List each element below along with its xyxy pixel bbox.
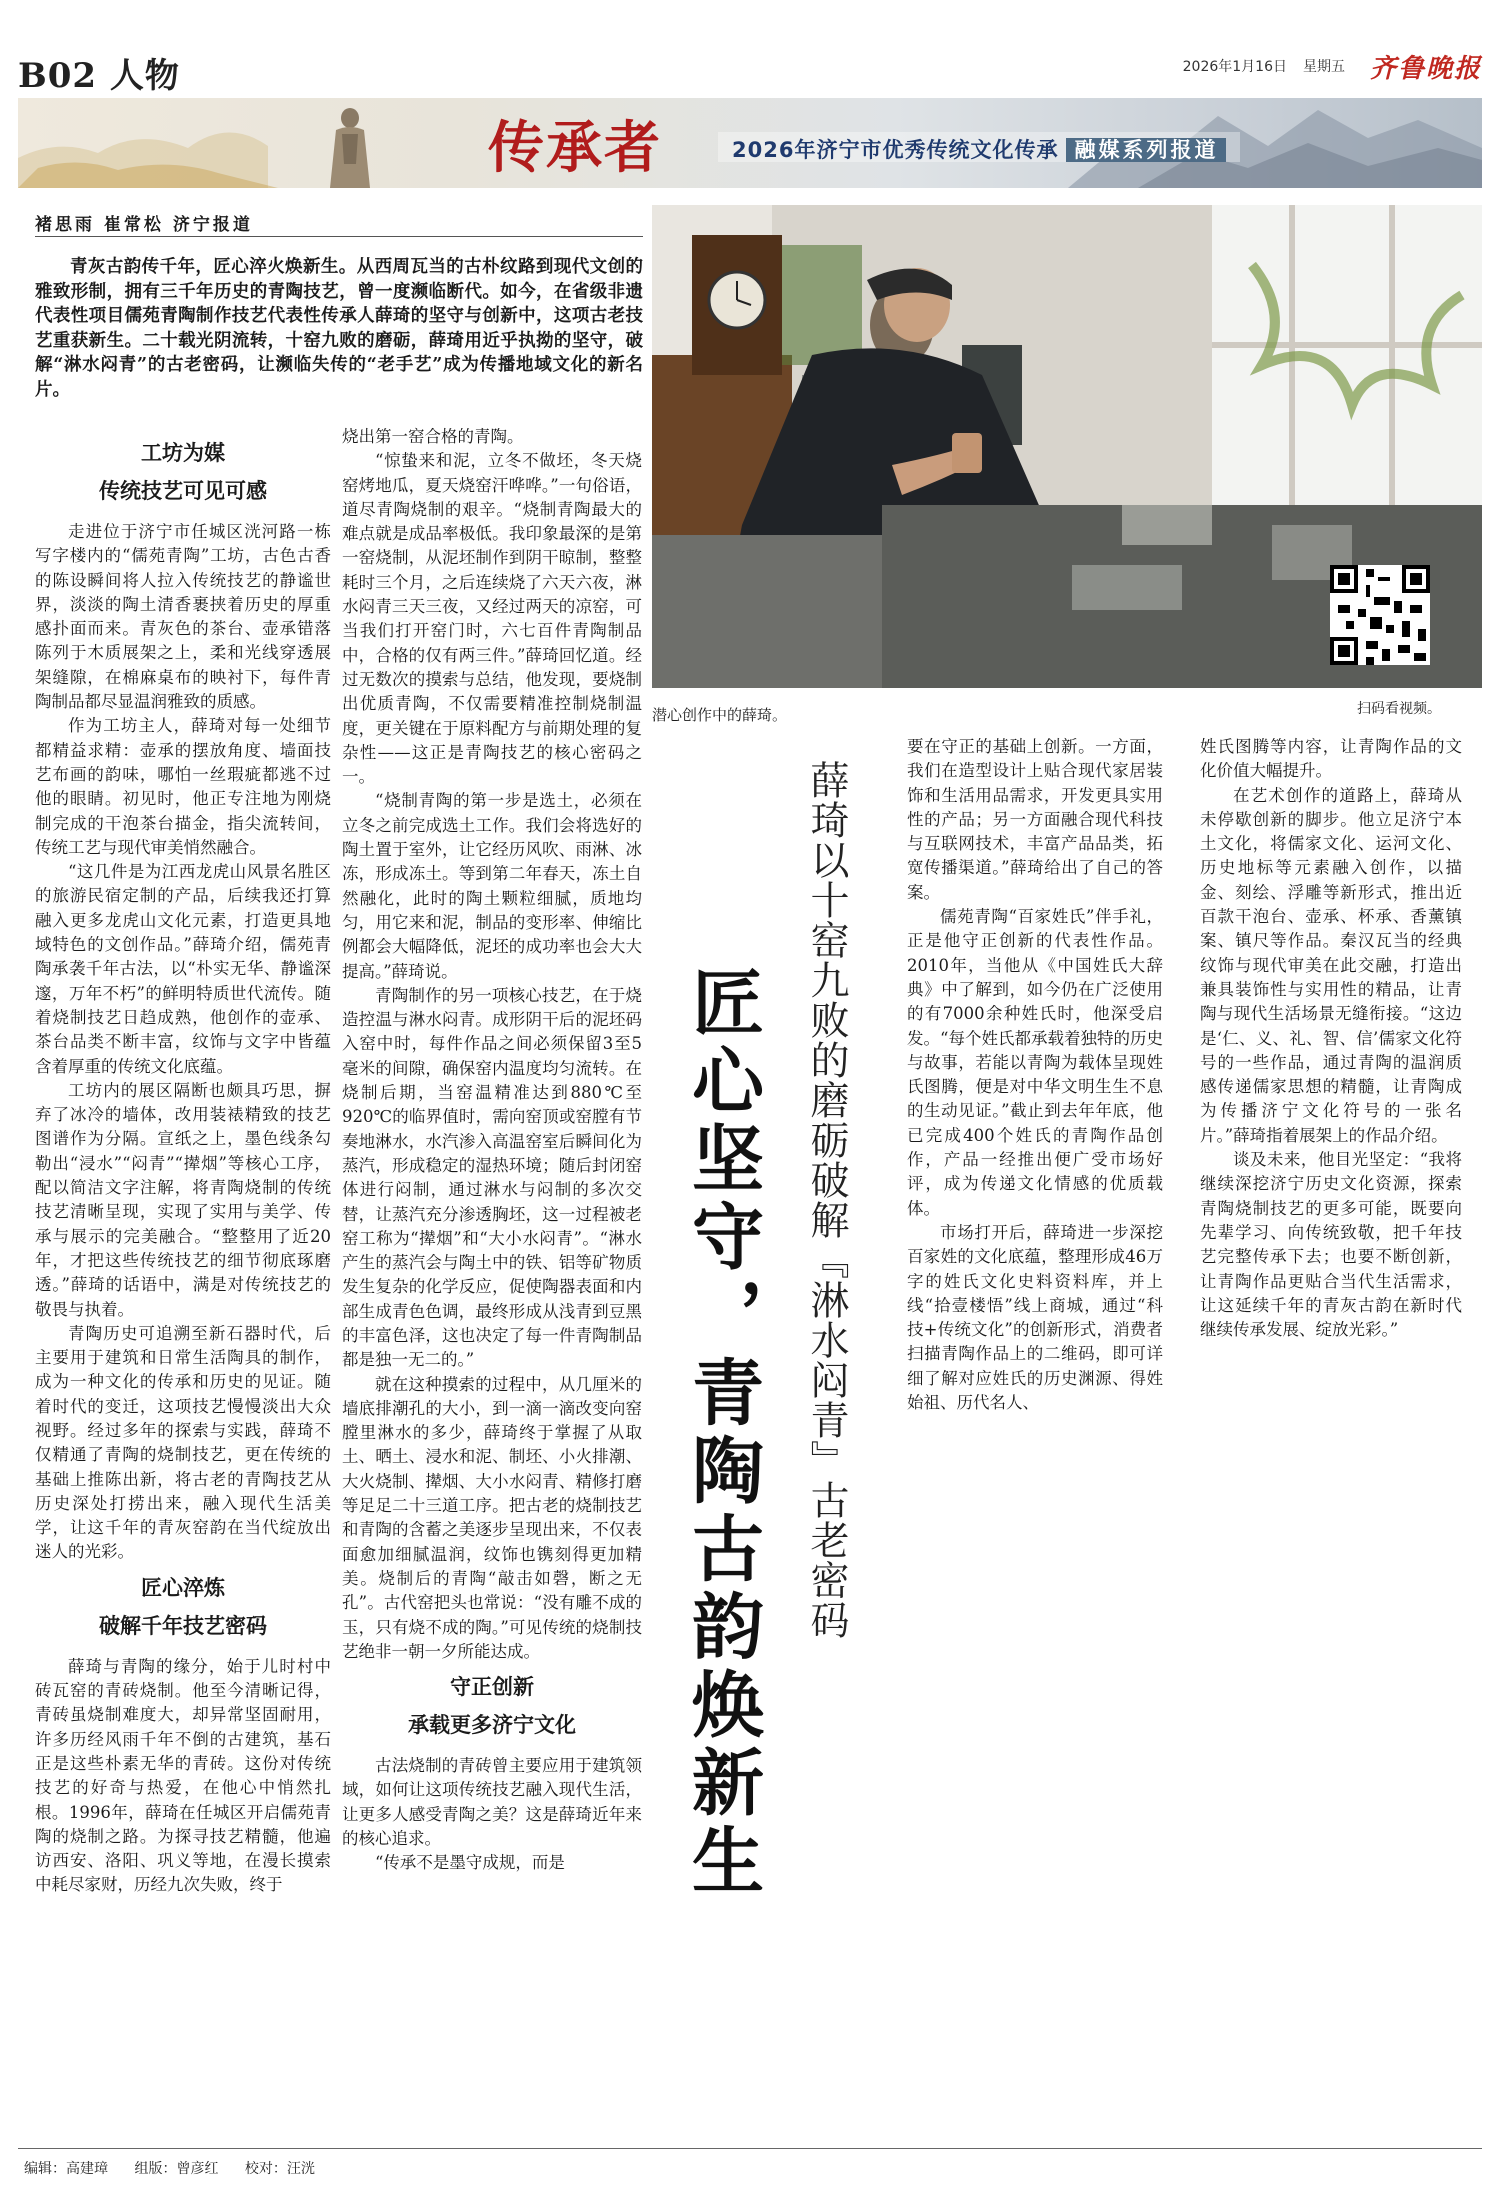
banner-subtitle-text: 2026年济宁市优秀传统文化传承 [732, 138, 1059, 162]
paragraph: 姓氏图腾等内容，让青陶作品的文化价值大幅提升。 [1200, 737, 1462, 781]
page-footer [24, 2158, 337, 2178]
section-subheading: 破解千年技艺密码 [99, 1612, 267, 1638]
video-qr-code[interactable] [1330, 565, 1430, 665]
paragraph: “烧制青陶的第一步是选土，必须在立冬之前完成选土工作。我们会将选好的陶土置于室外，让它经历风吹、雨淋、冰冻，形成冻土。等到第二年春天，冻土自然融化，此时的陶土颗粒细腻，质地均匀，用它来和泥，制品的变形率、伸缩比例都会大幅降低，泥坯的成功率也会大大提高。”薛琦说。 [342, 791, 642, 981]
paragraph: 儒苑青陶“百家姓氏”伴手礼，正是他守正创新的代表性作品。2010年，当他从《中国姓氏大辞典》中了解到，如今仍在广泛使用的有7000余种姓氏时，他深受启发。“每个姓氏都承载着独特的历史与故事，若能以青陶为载体呈现姓氏图腾，便是对中华文明生生不息的生动见证。”截止到去年年底，他已完成400个姓氏的青陶作品创作，产品一经推出便广受市场好评，成为传递文化情感的优质载体。 [907, 907, 1163, 1218]
article-lede: 青灰古韵传千年，匠心淬火焕新生。从西周瓦当的古朴纹路到现代文创的雅致形制，拥有三千年历史的青陶技艺，曾一度濒临断代。如今，在省级非遗代表性项目儒苑青陶制作技艺代表性传承人薛琦的坚守与创新中，这项古老技艺重获新生。二十载光阴流转，十窑九败的磨砺，薛琦用近乎执拗的坚守，破解“淋水闷青”的古老密码，让濒临失传的“老手艺”成为传播地域文化的新名片。 [35, 257, 643, 400]
paragraph: 市场打开后，薛琦进一步深挖百家姓的文化底蕴，整理形成46万字的姓氏文化史料资料库，并上线“拾壹楼悟”线上商城，通过“科技+传统文化”的创新形式，消费者扫描青陶作品上的二维码，即可详细了解对应姓氏的历史渊源、得姓始祖、历代名人、 [907, 1222, 1163, 1413]
paragraph: 走进位于济宁市任城区洸河路一栋写字楼内的“儒苑青陶”工坊，古色古香的陈设瞬间将人拉入传统技艺的静谧世界，淡淡的陶土清香裹挟着历史的厚重感扑面而来。青灰色的茶台、壶承错落陈列于木质展架之上，柔和光线穿透展架缝隙，在棉麻桌布的映衬下，每件青陶制品都尽显温润雅致的质感。 [35, 522, 331, 712]
divider [35, 236, 643, 237]
paragraph: 作为工坊主人，薛琦对每一处细节都精益求精：壶承的摆放角度、墙面技艺布画的韵味，哪怕一丝瑕疵都逃不过他的眼睛。初见时，他正专注地为刚烧制完成的干泡茶台描金，指尖流转间，传统工艺与现代审美悄然融合。 [35, 716, 331, 857]
paragraph: “传承不是墨守成规，而是 [375, 1853, 565, 1873]
article-headline: 匠心坚守，青陶古韵焕新生 [680, 965, 765, 1901]
paragraph: 青陶制作的另一项核心技艺，在于烧造控温与淋水闷青。成形阴干后的泥坯码入窑中时，每件作品之间必须保留3至5毫米的间隙，确保窑内温度均匀流转。在烧制后期，当窑温精准达到880℃至920℃的临界值时，需向窑顶或窑膛有节奏地淋水，水汽渗入高温窑室后瞬间化为蒸汽，形成稳定的湿热环境；随后封闭窑体进行闷制，通过淋水与闷制的多次交替，让蒸汽充分渗透胸坯，这一过程被老窑工称为“撵烟”和“大小水闷青”。“淋水产生的蒸汽会与陶土中的铁、铝等矿物质发生复杂的化学反应，促使陶器表面和内部生成青色色调，最终形成从浅青到豆黑的丰富色泽，这也决定了每一件青陶制品都是独一无二的。” [342, 985, 642, 1370]
section-heading: 匠心淬炼 [141, 1574, 225, 1600]
banner-title: 传承者 [488, 115, 662, 181]
banner-series-label: 融媒系列报道 [1066, 138, 1226, 162]
photo-caption: 潜心创作中的薛琦。 [652, 706, 788, 724]
qr-caption: 扫码看视频。 [1357, 701, 1441, 717]
section-subheading: 传统技艺可见可感 [99, 478, 267, 503]
paragraph: 烧出第一窑合格的青陶。 [342, 427, 524, 446]
page-header [18, 48, 1482, 94]
paragraph: 要在守正的基础上创新。一方面，我们在造型设计上贴合现代家居装饰和生活用品需求，开发更具实用性的产品；另一方面融合现代科技与互联网技术，丰富产品品类，拓宽传播渠道。”薛琦给出了自己的答案。 [907, 737, 1163, 902]
section-heading: 守正创新 [450, 1674, 534, 1700]
paragraph: 就在这种摸索的过程中，从几厘米的墙底排潮孔的大小，到一滴一滴改变向窑膛里淋水的多少，薛琦终于掌握了从取土、晒土、浸水和泥、制坯、小火排潮、大火烧制、撵烟、大小水闷青、精修打磨等足足二十三道工序。把古老的烧制技艺和青陶的含蓄之美逐步呈现出来，不仅表面愈加细腻温润，纹饰也镌刻得更加精美。烧制后的青陶“敲击如磬，断之无孔”。古代窑把头也常说：“没有雕不成的玉，只有烧不成的陶。”可见传统的烧制技艺绝非一朝一夕所能达成。 [342, 1374, 642, 1661]
paragraph: 古法烧制的青砖曾主要应用于建筑领域，如何让这项传统技艺融入现代生活，让更多人感受青陶之美？这是薛琦近年来的核心追求。 [342, 1756, 642, 1849]
paragraph: 在艺术创作的道路上，薛琦从未停歇创新的脚步。他立足济宁本土文化，将儒家文化、运河文化、历史地标等元素融入创作，以描金、刻绘、浮雕等新形式，推出近百款干泡台、壶承、杯承、香薰镇案、镇尺等作品。秦汉瓦当的经典纹饰与现代审美在此交融，打造出兼具装饰性与实用性的精品，让青陶与现代生活场景无缝衔接。“这边是‘仁、义、礼、智、信’儒家文化符号的一些作品，通过青陶的温润质感传递儒家思想的精髓，让青陶成为传播济宁文化符号的一张名片。”薛琦指着展架上的作品介绍。 [1200, 785, 1462, 1145]
editor-credit: 编辑：高建璋 [24, 2161, 108, 2177]
divider [18, 2148, 1482, 2149]
issue-date: 2026年1月16日 [1182, 59, 1287, 75]
proof-credit: 校对：汪洸 [244, 2161, 315, 2177]
article-column-2 [342, 425, 642, 1876]
article-column-3 [907, 735, 1163, 1415]
paragraph: 工坊内的展区隔断也颇具巧思，摒弃了冰冷的墙体，改用装裱精致的技艺图谱作为分隔。宣纸之上，墨色线条勾勒出“浸水”“闷青”“撵烟”等核心工序，配以简洁文字注解，将青陶烧制的传统技艺清晰呈现，实现了实用与美学、传承与展示的完美融合。“整整用了近20年，才把这些传统技艺的细节彻底琢磨透。”薛琦的话语中，满是对传统技艺的敬畏与执着。 [35, 1080, 331, 1319]
page-section: B02 人物 [18, 56, 180, 96]
paragraph: 青陶历史可追溯至新石器时代，后主要用于建筑和日常生活陶具的制作，成为一种文化的传承和历史的见证。随着时代的变迁，这项技艺慢慢淡出大众视野。经过多年的探索与实践，薛琦不仅精通了青陶的烧制技艺，更在传统的基础上推陈出新，将古老的青陶技艺从历史深处打捞出来，融入现代生活美学，让这千年的青灰窑韵在当代绽放出迷人的光彩。 [35, 1323, 331, 1562]
byline: 褚思雨 崔常松 济宁报道 [35, 215, 253, 235]
issue-weekday: 星期五 [1303, 59, 1345, 75]
confucius-statue-icon [318, 104, 382, 188]
article-subheadline: 薛琦以十窑九败的磨砺破解『淋水闷青』古老密码 [804, 760, 849, 1640]
article-column-1 [35, 430, 331, 1898]
paragraph: 薛琦与青陶的缘分，始于儿时村中砖瓦窑的青砖烧制。他至今清晰记得，青砖虽烧制难度大，却异常坚固耐用，许多历经风雨千年不倒的古建筑，基石正是这些朴素无华的青砖。这份对传统技艺的好奇与热爱，在他心中悄然扎根。1996年，薛琦在任城区开启儒苑青陶的烧制之路。为探寻技艺精髓，他遍访西安、洛阳、巩义等地，在漫长摸索中耗尽家财，历经九次失败，终于 [35, 1656, 331, 1895]
series-banner [18, 98, 1482, 188]
banner-subtitle [718, 132, 1240, 162]
layout-credit: 组版：曾彦红 [134, 2161, 219, 2177]
qr-code-icon [1330, 565, 1430, 665]
paragraph: 谈及未来，他目光坚定：“我将继续深挖济宁历史文化资源，探索青陶烧制技艺的更多可能，既要向先辈学习、向传统致敬，把千年技艺完整传承下去；也要不断创新，让青陶作品更贴合当代生活需求，让这延续千年的青灰古韵在新时代继续传承发展、绽放光彩。” [1200, 1150, 1462, 1340]
section-heading: 工坊为媒 [141, 440, 225, 465]
paragraph: “这几件是为江西龙虎山风景名胜区的旅游民宿定制的产品，后续我还打算融入更多龙虎山文化元素，打造更具地域特色的文创作品。”薛琦介绍，儒苑青陶承袭千年古法，以“朴实无华、静谧深邃，万年不朽”的鲜明特质世代流传。随着烧制技艺日趋成熟，他创作的壶承、茶台品类不断丰富，纹饰与文字中皆蕴含着厚重的传统文化底蕴。 [35, 862, 331, 1076]
newspaper-logo: 齐鲁晚报 [1369, 54, 1482, 84]
section-subheading: 承载更多济宁文化 [408, 1712, 576, 1738]
article-column-4 [1200, 735, 1462, 1342]
paragraph: “惊蛰来和泥，立冬不做坯，冬天烧窑烤地瓜，夏天烧窑汗哗哗。”一句俗语，道尽青陶烧制的艰辛。“烧制青陶最大的难点就是成品率极低。我印象最深的是第一窑烧制，从泥坯制作到阴干晾制，整整耗时三个月，之后连续烧了六天六夜，淋水闷青三天三夜，又经过两天的凉窑，可当我们打开窑门时，六七百件青陶制品中，合格的仅有两三件。”薛琦回忆道。经过无数次的摸索与总结，他发现，要烧制出优质青陶，不仅需要精准控制烧制温度，更关键在于原料配方与前期处理的复杂性——这正是青陶技艺的核心密码之一。 [342, 451, 642, 787]
